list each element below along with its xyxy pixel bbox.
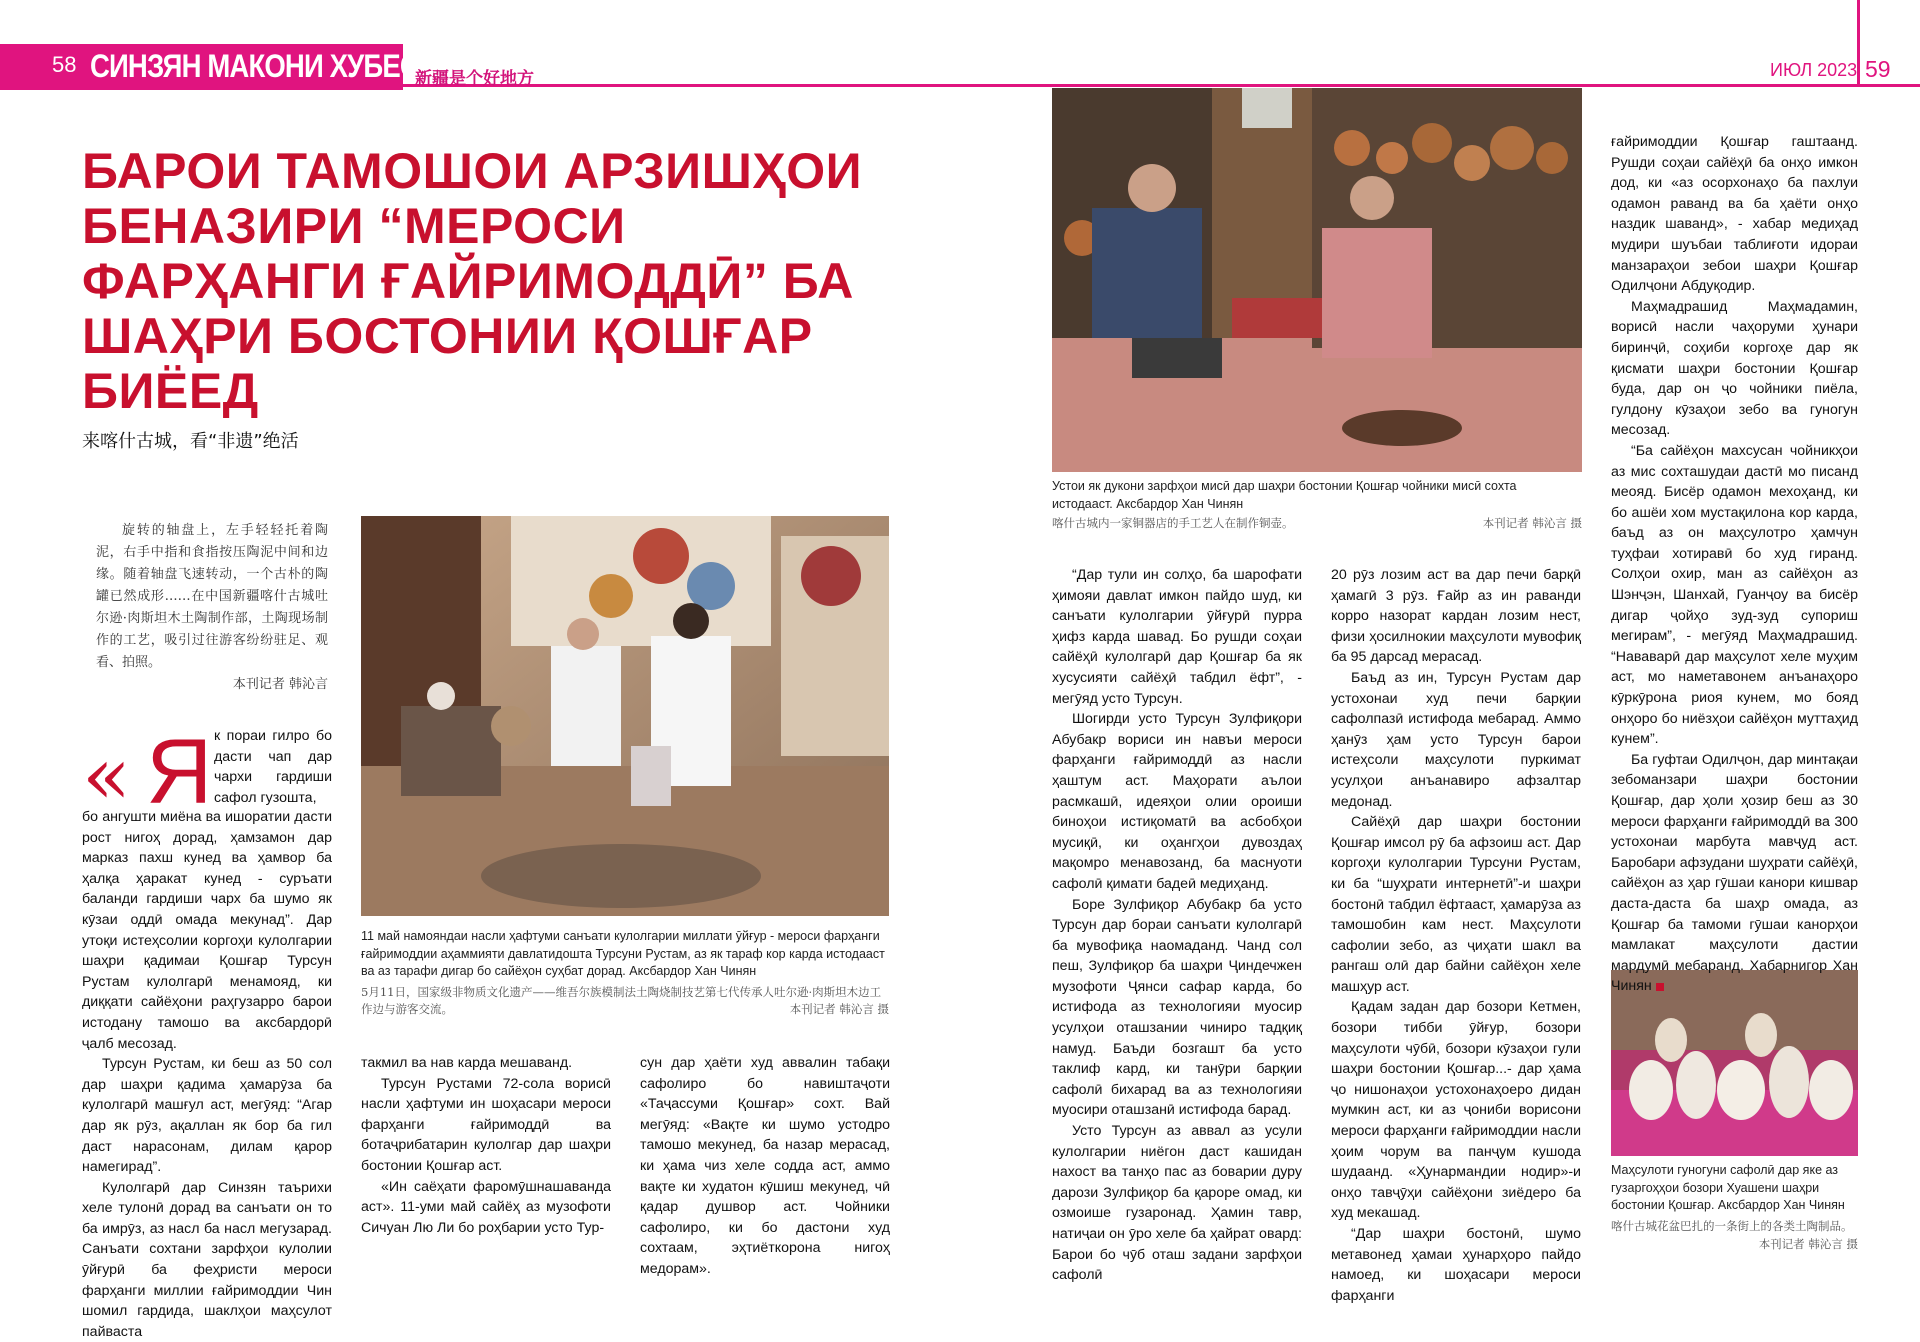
paragraph: сун дар ҳаёти худ аввалин табақи сафолиро бо навиштаҷоти «Таҷассуми Қошғар» сохт. Вай мегӯяд: «Вақте ки шумо устодро тамошо мекунед, ба назар мерасад, ки ҳама чиз хеле содда аст, аммо вақте ки худатон кӯшиш мекунед, чӣ қадар душвор аст. Чойники сафолиро, ки бо дастони худ сохтаам, эҳтиёткорона нигоҳ медорам». — [640, 1055, 890, 1277]
photo3-credit-cn: 本刊记者 韩沁言 摄 — [1758, 1237, 1858, 1251]
article-column-1 — [82, 807, 332, 1342]
article-headline: БАРОИ ТАМОШОИ АРЗИШҲОИ БЕНАЗИРИ “МЕРОСИ ФАРҲАНГИ ҒАЙРИМОДДӢ” БА ШАҲРИ БОСТОНИИ ҚОШҒАР БИЁЕД — [82, 143, 863, 419]
page-number-right: 59 — [1865, 56, 1891, 82]
article-subtitle-cn: 来喀什古城，看“非遗”绝活 — [82, 431, 299, 452]
paragraph: бо ангушти миёна ва ишоратии дасти рост нигоҳ дорад, ҳамзамон дар марказ пахш кунед ва ҳамвор ба ҳалқа ҳаракат кунед - суръати баланди гардиши чарх ба шумо як кӯзаи оддӣ омада мекунад”. Дар утоқи истеҳсолии коргоҳи кулолгарии шаҳри қадимаи Қошғар Турсун Рустам кулолгарӣ менамояд, ки диққати сайёҳони раҳгузарро барои истодану тамошо ва аксбардорӣ ҷалб месозад. — [82, 809, 332, 1052]
photo2-caption: Устои як дукони зарфҳои мисӣ дар шаҳри бостонии Қошғар чойники мисӣ сохта истодааст. Аксбардор Хан Чинян — [1052, 479, 1517, 511]
paragraph: Баъд аз ин, Турсун Рустам дар устохонаи худ печи барқии сафолпазӣ истифода мебарад. Аммо ҳанӯз ҳам усто Турсун барои истеҳсоли маҳсулоти пуркимат усулҳои анъанавиро афзалтар медонад. — [1331, 669, 1581, 810]
paragraph: “Дар шаҳри бостонӣ, шумо метавонед ҳамаи ҳунарҳоро пайдо намоед, ки шоҳасари мероси фарҳанги — [1331, 1226, 1581, 1304]
paragraph: “Дар тули ин солҳо, ба шарофати ҳимояи давлат имкон пайдо шуд, ки санъати кулолгарии ӯйғурӣ пурра ҳифз карда шавад. Бо рушди соҳаи сайёҳӣ кулолгарӣ дар Қошғар ба як хусусияти сайёҳӣ табдил ёфт”, - мегӯяд усто Турсун. — [1052, 567, 1302, 707]
end-mark — [1656, 983, 1664, 991]
photo3-caption-cn: 喀什古城花盆巴扎的一条街上的各类土陶制品。 — [1611, 1219, 1853, 1233]
photo-pottery-market — [1611, 970, 1858, 1156]
paragraph: “Ба сайёҳон махсусан чойникҳои аз мис сохташудаи дастӣ мо писанд меояд. Бисёр одамон мехоҳанд, ки бо ашёи хом мустақилона кор карда, баъд аз он маҳсулотро ҳамчун туҳфаи хотиравӣ бо худ гиранд. Солҳои охир, ман аз сайёҳон аз Шэнҷэн, Шанхай, Гуанҷоу ва бисёр дигар ҷойҳо зуд-зуд супориш мегирам”, - мегӯяд Маҳмадрашид. “Нававарӣ дар маҳсулот хеле муҳим аст, мо наметавонем анъанаҳоро кӯркӯрона риоя кунем, мо бояд онҳоро бо ниёзҳои сайёҳон муттаҳид кунем”. — [1611, 442, 1858, 748]
paragraph: Турсун Рустами 72-сола ворисӣ насли ҳафтуми ин шоҳасари мероси фарҳанги ғайримоддӣ ва ботаҷрибатарин кулолгар дар шаҳри бостонии Қошғар аст. — [361, 1075, 611, 1174]
intro-cn-credit: 本刊记者 韩沁言 — [232, 677, 328, 692]
section-title: СИНЗЯН МАКОНИ ХУБЕСТ — [90, 48, 435, 84]
photo2-credit-cn: 本刊记者 韩沁言 摄 — [1482, 516, 1582, 530]
article-column-1-lead — [214, 726, 332, 808]
photo1-caption: 11 май намояндаи насли ҳафтуми санъати кулолгарии миллати ӯйғур - мероси фарҳанги ғайримоддии аҳаммияти давлатидошта Турсуни Рустам, аз як тараф кор карда истодааст ва аз тарафи дигар бо сайёҳон суҳбат дорад. Аксбардор Хан Чинян — [361, 929, 885, 978]
paragraph: Усто Турсун аз аввал аз усули кулолгарии ниёгон даст кашидан нахост ва танҳо пас аз боварии дуру дарози Зулфиқор ба қароре омад, ки озмоише гузаронад. Ҳамин тавр, натиҷаи он ӯро хеле ба ҳайрат овард: Барои бо чӯб оташ задани зарфҳои сафолӣ — [1052, 1123, 1302, 1284]
paragraph-text: Ба гуфтаи Одилҷон, дар минтақаи зебоманзари шаҳри бостонии Қошғар, дар ҳоли ҳозир беш аз 30 мероси фарҳанги ғайримоддӣ ва 300 устохонаи марбута мавҷуд аст. Баробари афзудани шуҳрати сайёҳӣ, сайёҳон аз ҳар гӯшаи канори кишвар даста-даста ба шаҳр омада, аз Қошғар ба тамоми гӯшаи канорҳои мамлакат маҳсулоти дастии мардумӣ мебаранд. Хабарнигор Хан Чинян — [1611, 751, 1858, 995]
paragraph: Қадам задан дар бозори Кетмен, бозори тибби ӯйғур, бозори маҳсулоти чӯбӣ, бозори кӯзаҳои гули шаҳри бостонии Қошғар...- дар ҳама ҷо нишонаҳои устохонаҳоеро дидан мумкин аст, ки аз ҷониби ворисони мероси фарҳанги ғайримоддии насли ҳоим чорум ва панҷум кушода шудаанд. «Ҳунармандии нодир»-и онҳо тавҷӯҳи сайёҳони зиёдеро ба худ мекашад. — [1331, 999, 1581, 1222]
photo-pottery-workshop — [361, 516, 889, 916]
article-column-6 — [1611, 132, 1858, 997]
intro-cn-text: 旋转的轴盘上，左手轻轻托着陶泥，右手中指和食指按压陶泥中间和边缘。随着轴盘飞速转动，一个古朴的陶罐已然成形……在中国新疆喀什古城吐尔逊·肉斯坦木土陶制作部，土陶现场制作的工艺，吸引过往游客纷纷驻足、观看、拍照。 — [96, 523, 328, 670]
paragraph: Шогирди усто Турсун Зулфиқори Абубакр вориси ин навъи мероси фарҳанги ғайримоддӣ аз насли ҳаштум аст. Маҳорати аълои расмкашӣ, идеяҳои олии ороиши биноҳои истиқоматӣ ва асбобҳои мусиқӣ, ки оҳангҳои дувоздаҳ мақомро менавозанд, ба маснуоти сафолӣ қимати бадеӣ медиҳанд. — [1052, 711, 1302, 892]
paragraph: Турсун Рустам, ки беш аз 50 сол дар шаҳри қадима ҳамарӯза ба кулолгарӣ машғул аст, мегӯяд: “Агар дар як рӯз, ақаллан як бор ба гил даст нарасонам, дилам қарор намегирад”. — [82, 1056, 332, 1176]
photo-pottery-workshop-drawing — [361, 516, 889, 916]
photo-copper-shop-drawing — [1052, 88, 1582, 472]
paragraph: 20 рӯз лозим аст ва дар печи барқӣ ҳамагӣ 3 рӯз. Ғайр аз ин раванди корро назорат кардан лозим нест, физи ҳосилнокии маҳсулоти мувофиқ ба 95 дарсад мерасад. — [1331, 567, 1581, 666]
paragraph — [1611, 750, 1858, 997]
article-column-3 — [640, 1053, 890, 1280]
paragraph: такмил ва нав карда мешаванд. — [361, 1055, 573, 1071]
article-column-5 — [1331, 565, 1581, 1306]
paragraph: Сайёҳӣ дар шаҳри бостонии Қошғар имсол рӯ ба афзоиш аст. Дар коргоҳи кулолгарии Турсуни Рустам, ки ба “шуҳрати интернетӣ”-и шаҳри бостонӣ табдил ёфтааст, ҳамарӯза аз тамошобин кам нест. Маҳсулоти сафолии зебо, аз ҷиҳати шакл ва рангаш олӣ дар байни сайёҳон хеле машҳур аст. — [1331, 814, 1581, 995]
photo-copper-shop — [1052, 88, 1582, 472]
dropcap-quote: « — [82, 729, 131, 822]
photo1-credit-cn: 本刊记者 韩沁言 摄 — [789, 1002, 889, 1016]
intro-cn — [96, 520, 328, 696]
article-column-4 — [1052, 565, 1302, 1286]
photo-pottery-market-drawing — [1611, 970, 1858, 1156]
paragraph: к пораи гилро бо дасти чап дар чархи гардиши сафол гузошта, — [214, 728, 332, 806]
page-number-left: 58 — [52, 52, 77, 77]
issue-month: ИЮЛ 2023 — [1770, 60, 1858, 80]
photo3-caption: Маҳсулоти гуногуни сафолӣ дар яке аз гузаргоҳҳои бозори Хуашени шаҳри бостонии Қошғар. Аксбардор Хан Чинян — [1611, 1163, 1845, 1212]
article-column-2 — [361, 1053, 611, 1238]
photo2-caption-cn: 喀什古城内一家铜器店的手工艺人在制作铜壶。 — [1052, 516, 1294, 530]
dropcap-letter: Я — [146, 721, 213, 823]
photo1-caption-cn: 5月11日，国家级非物质文化遗产——维吾尔族模制法土陶烧制技艺第七代传承人吐尔逊·肉斯坦木边工作边与游客交流。 — [361, 985, 882, 1016]
paragraph: Кулолгарӣ дар Синзян таърихи хеле тулонӣ дорад ва санъати он то ба имрӯз, аз насл ба насл мегузарад. Санъати сохтани зарфҳои кулолии ӯйғурӣ ба феҳристи мероси фарҳанги миллии ғайримоддии Чин шомил гардида, шаклҳои маҳсулот пайваста — [82, 1179, 332, 1340]
paragraph: Боре Зулфиқор Абубакр ба усто Турсун дар бораи санъати кулолгарӣ ба мувофиқа наомаданд. Чанд сол пеш, Зулфиқор ба шаҳри Ҷиндечжен музофоти Ҷянси сафар карда, бо истифода аз технологияи муосир усулҳои оташзании чиниро тадқиқ намуд. Баъди бозгашт ба усто таклиф кард, ки танӯри барқии сафолӣ бихарад ва аз технологияи муосири оташзанӣ истифода барад. — [1052, 896, 1302, 1119]
header-divider — [1857, 0, 1860, 87]
paragraph: «Ин саёҳати фаромӯшнашаванда аст». 11-уми май сайёҳ аз музофоти Сичуан Лю Ли бо роҳбарии усто Тур- — [361, 1178, 611, 1236]
paragraph: ғайримоддии Қошғар гаштаанд. Рушди соҳаи сайёҳӣ ба онҳо имкон дод, ки «аз осорхонаҳо ба пахлуи одамон раванд ва ба ҳаёти онҳо наздик шаванд», - хабар медиҳад мудири шуъбаи таблиғоти идораи манзараҳои зебои шаҳри Қошғар Одилҷони Абдуқодир. — [1611, 134, 1858, 295]
section-title-cn: 新疆是个好地方 — [415, 69, 534, 89]
paragraph: Маҳмадрашид Маҳмадамин, ворисӣ насли чаҳоруми ҳунари биринҷӣ, соҳиби коргоҳе дар як қисмати шаҳри бостонии Қошғар буда, дар он ҷо чойники пиёла, гулдону кӯзаҳои зебо ва гуногун месозад. — [1611, 298, 1858, 439]
